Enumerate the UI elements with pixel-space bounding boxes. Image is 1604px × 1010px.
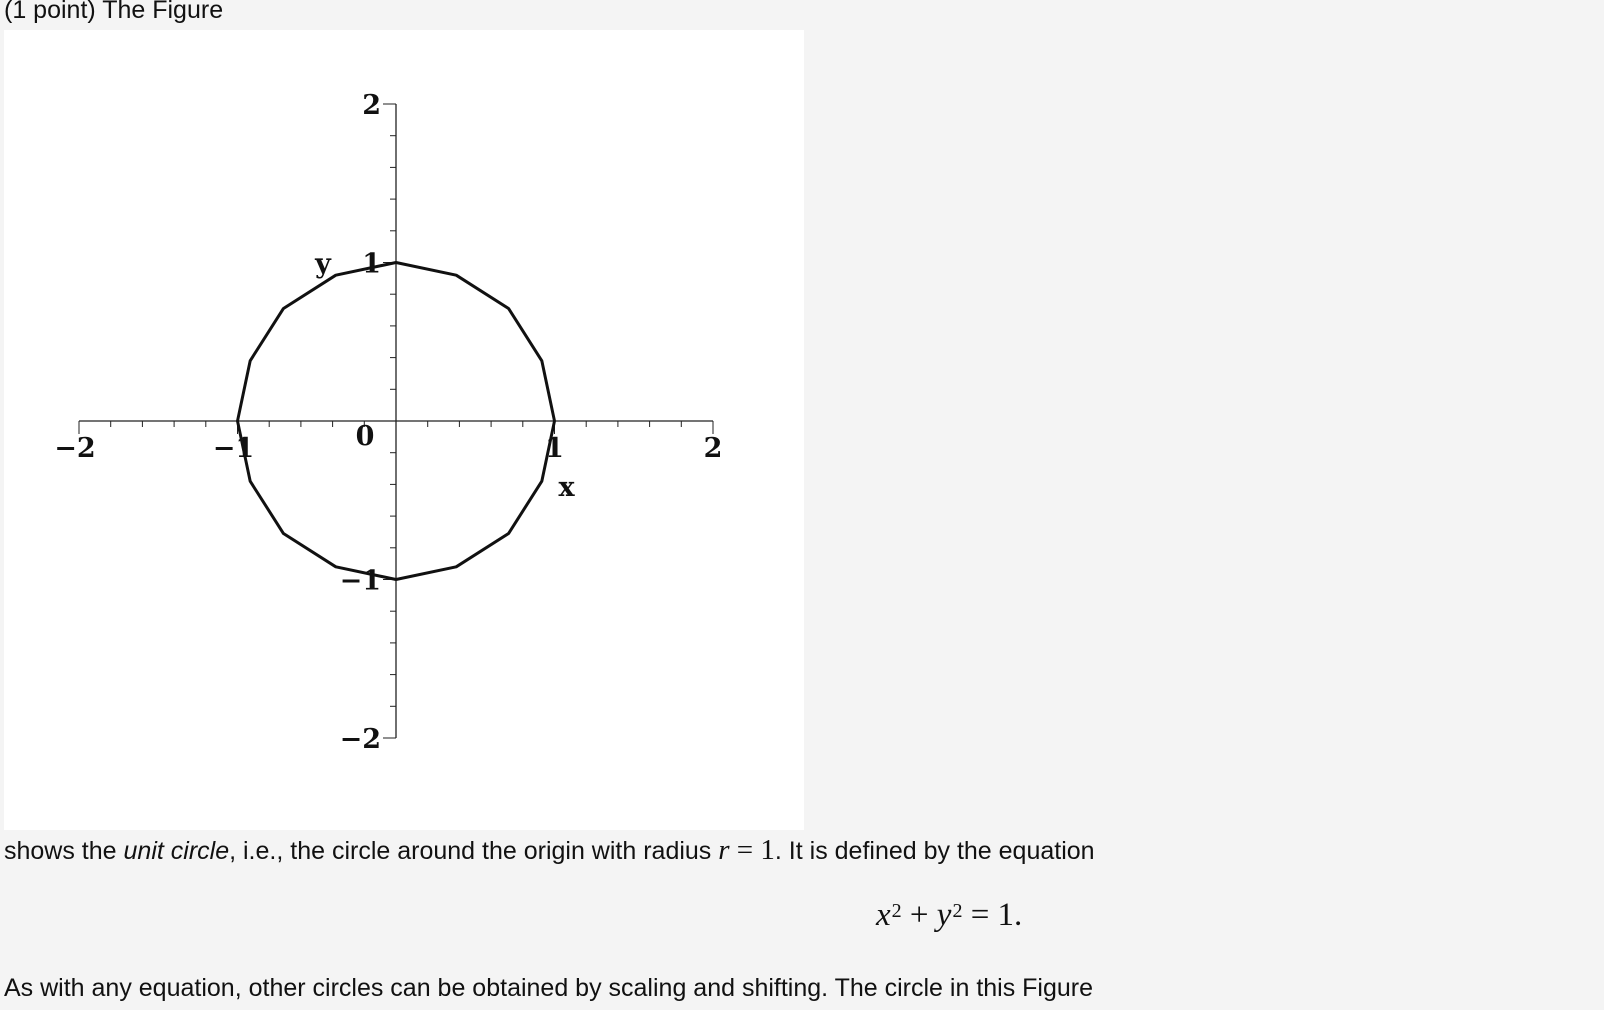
eq-rhs: = 1.	[962, 897, 1023, 933]
eq-plus: +	[901, 897, 937, 933]
problem-intro: (1 point) The Figure	[4, 0, 224, 24]
eq-x-exponent: 2	[891, 900, 902, 922]
eq-y-exponent: 2	[952, 900, 963, 922]
para1-middle: , i.e., the circle around the origin with radius	[229, 837, 719, 865]
y-tick-label: 1	[362, 248, 381, 280]
x-tick-label: 0	[355, 421, 375, 452]
x-tick-label: 1	[545, 433, 564, 464]
y-tick-label: −2	[339, 724, 381, 755]
unit-circle-plot	[4, 30, 804, 830]
y-axis-label: y	[315, 248, 331, 280]
radius-math	[718, 834, 775, 866]
radius-var: r	[718, 834, 730, 866]
x-tick-label: 2	[703, 433, 723, 464]
tick-labels	[54, 90, 722, 755]
display-equation	[876, 895, 1022, 935]
y-tick-label: 2	[362, 90, 381, 121]
paragraph-2: As with any equation, other circles can be obtained by scaling and shifting. The circle in this Figure	[4, 974, 1094, 1002]
para1-before: shows the	[4, 837, 124, 865]
eq-x: x	[876, 897, 891, 933]
radius-eq: = 1	[729, 834, 775, 866]
eq-y: y	[936, 897, 952, 933]
para1-after: . It is defined by the equation	[774, 837, 1095, 865]
paragraph-1	[4, 834, 1095, 867]
y-tick-label: −1	[339, 565, 381, 597]
figure-unit-circle	[4, 30, 804, 830]
x-tick-label: −1	[212, 433, 255, 464]
term-unit-circle: unit circle	[123, 837, 230, 865]
x-axis-label: x	[558, 472, 575, 503]
x-tick-label: −2	[54, 433, 96, 464]
